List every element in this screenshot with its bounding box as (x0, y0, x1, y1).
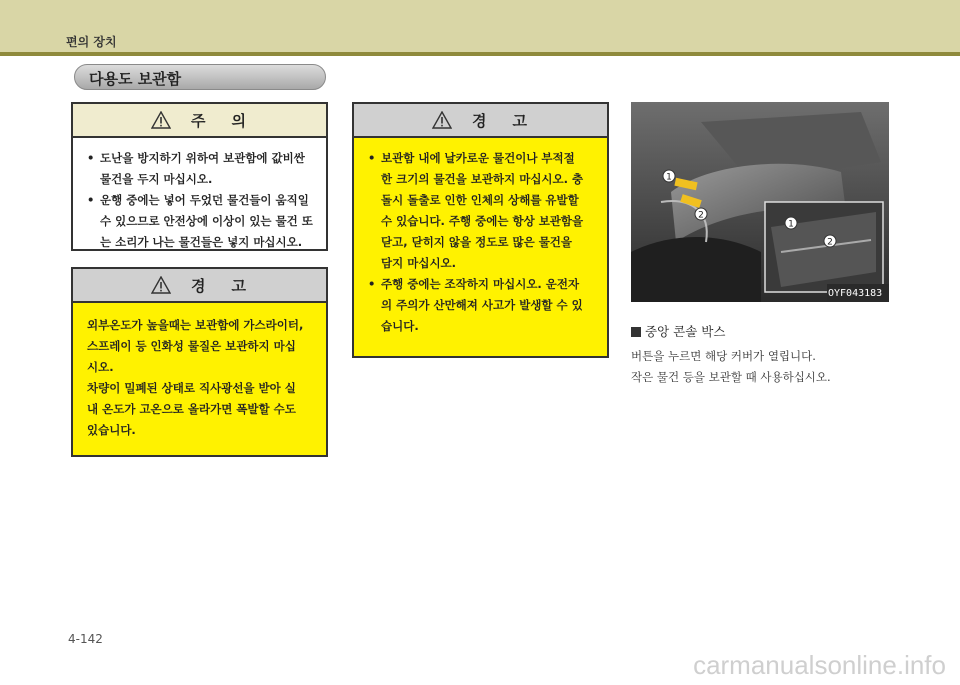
bullet-line: • 보관함 내에 날카로운 물건이나 부적절 (381, 151, 575, 165)
warning-line: 외부온도가 높을때는 보관함에 가스라이터, (87, 318, 304, 332)
warning-body-right (354, 138, 607, 356)
console-photo (631, 102, 889, 302)
warning-header-right (354, 104, 607, 138)
callout-number: 2 (827, 237, 833, 248)
bullet-line: 돌시 돌출로 인한 인체의 상해를 유발할 (381, 193, 579, 207)
chapter-title: 편의 장치 (66, 35, 117, 49)
warning-line: 차량이 밀폐된 상태로 직사광선을 받아 실 (87, 381, 296, 395)
bullet-item (87, 148, 316, 190)
warning-line: 있습니다. (87, 423, 136, 437)
figure-code: OYF043183 (828, 288, 883, 299)
page-number: 4-142 (68, 632, 103, 646)
callout-number: 1 (788, 219, 794, 230)
bullet-line: 의 주의가 산만해져 사고가 발생할 수 있 (381, 298, 583, 312)
watermark: carmanualsonline.info (693, 650, 946, 680)
warning-list-right (354, 138, 607, 337)
bullet-line: 물건을 두지 마십시오. (100, 172, 213, 186)
warning-triangle-icon (151, 111, 171, 129)
caution-box (71, 102, 328, 251)
warning-line: 시오. (87, 360, 114, 374)
caption-title-text: 중앙 콘솔 박스 (645, 324, 726, 339)
caution-header (73, 104, 326, 138)
bullet-item (368, 148, 597, 274)
caption-line: 작은 물건 등을 보관할 때 사용하십시오. (631, 370, 831, 384)
warning-title-left: 경고 (191, 277, 272, 295)
warning-box-left (71, 267, 328, 457)
caution-list (73, 138, 326, 253)
warning-line: 내 온도가 고온으로 올라가면 폭발할 수도 (87, 402, 296, 416)
callout-number: 2 (698, 210, 704, 221)
bullet-line: 수 있습니다. 주행 중에는 항상 보관함을 (381, 214, 584, 228)
caption-title (631, 322, 725, 340)
section-title: 다용도 보관함 (89, 70, 182, 88)
warning-triangle-icon (151, 276, 171, 294)
bullet-line: 수 있으므로 안전상에 이상이 있는 물건 또 (100, 214, 313, 228)
caption-text (631, 346, 831, 388)
bullet-item (87, 190, 316, 253)
caption-line: 버튼을 누르면 해당 커버가 열립니다. (631, 349, 816, 363)
bullet-line: • 운행 중에는 넣어 두었던 물건들이 움직일 (100, 193, 309, 207)
warning-text-left (73, 303, 326, 441)
warning-triangle-icon (432, 111, 452, 129)
square-bullet-icon (631, 327, 641, 337)
caution-title: 주의 (191, 112, 272, 130)
bullet-line: 는 소리가 나는 물건들은 넣지 마십시오. (100, 235, 303, 249)
warning-line: 스프레이 등 인화성 물질은 보관하지 마십 (87, 339, 296, 353)
bullet-line: 한 크기의 물건을 보관하지 마십시오. 충 (381, 172, 584, 186)
bullet-line: • 주행 중에는 조작하지 마십시오. 운전자 (381, 277, 580, 291)
bullet-line: • 도난을 방지하기 위하여 보관함에 값비싼 (100, 151, 305, 165)
warning-header-left (73, 269, 326, 303)
bullet-line: 습니다. (381, 319, 419, 333)
section-title-pill (74, 64, 326, 90)
caution-body (73, 138, 326, 249)
warning-body-left (73, 303, 326, 455)
header-band (0, 0, 960, 52)
warning-box-right (352, 102, 609, 358)
callout-number: 1 (666, 172, 672, 183)
bullet-item (368, 274, 597, 337)
header-rule (0, 52, 960, 56)
warning-title-right: 경고 (472, 112, 553, 130)
bullet-line: 닫고, 닫히지 않을 정도로 많은 물건을 (381, 235, 573, 249)
bullet-line: 담지 마십시오. (381, 256, 457, 270)
